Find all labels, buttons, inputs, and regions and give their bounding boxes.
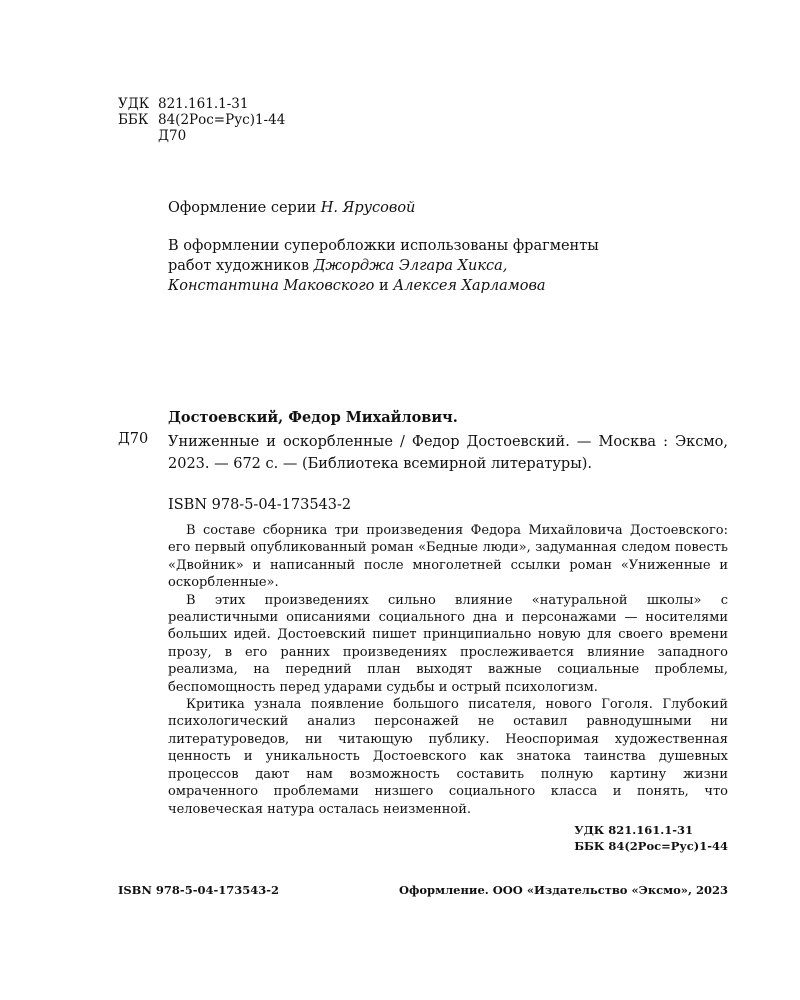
- cover-credits-line3: [168, 276, 728, 296]
- bbk-value: 84(2Рос=Рус)1-44: [158, 112, 286, 128]
- series-designer-name: Н. Ярусовой: [320, 200, 416, 216]
- record-author: Достоевский, Федор Михайлович.: [168, 409, 458, 426]
- record-author-mark: Д70: [118, 431, 149, 447]
- artist-hicks: Джорджа Элгара Хикса,: [313, 258, 508, 274]
- annotation-paragraph-1: В составе сборника три произведения Федора Михайловича Достоевского: его первый опубликованный роман «Бедные люди», задуманная следом повесть «Двойник» и написанный после многолетней ссылки роман «Униженные и оскорбленные».: [168, 523, 728, 591]
- annotation-paragraph-3: Критика узнала появление большого писателя, нового Гоголя. Глубокий психологический анализ персонажей не оставил равнодушными ни литературоведов, ни читающую публику. Неоспоримая художественная ценность и уникальность Достоевского как знатока таинства душевных процессов дают нам возможность составить полную картину жизни омраченного проблемами низшего социального класса и понять, что человеческая натура осталась неизменной.: [168, 697, 728, 817]
- bbk-label: ББК: [118, 112, 149, 128]
- series-design-text: Оформление серии: [168, 200, 317, 216]
- udk-label: УДК: [118, 96, 150, 112]
- bbk-row: [118, 112, 285, 128]
- record-description: Униженные и оскорбленные / Федор Достоевский. — Москва : Эксмо, 2023. — 672 с. — (Библиотека всемирной литературы).: [168, 434, 728, 472]
- cover-credits: [168, 236, 728, 296]
- artist-kharlamov: Алексея Харламова: [393, 278, 546, 294]
- cover-credits-prefix: работ художников: [168, 258, 310, 274]
- cover-credits-conj: и: [378, 278, 389, 294]
- record-isbn: ISBN 978-5-04-173543-2: [168, 497, 352, 513]
- annotation: [168, 522, 728, 818]
- copyright-notice: Оформление. ООО «Издательство «Эксмо», 2023: [398, 883, 728, 897]
- classification-codes: [118, 96, 285, 144]
- udk-row: [118, 96, 285, 112]
- annotation-paragraph-2: В этих произведениях сильно влияние «натуральной школы» с реалистичными описаниями социального дна и персонажами — носителями больших идей. Достоевский пишет принципиально новую для своего времени прозу, в его ранних произведениях прослеживается влияние западного реализма, на передний план выходят важные социальные проблемы, беспомощность перед ударами судьбы и острый психологизм.: [168, 592, 728, 695]
- cover-credits-line2: [168, 256, 728, 276]
- author-mark-top: Д70: [158, 128, 187, 144]
- bottom-isbn: ISBN 978-5-04-173543-2: [118, 883, 280, 897]
- cover-credits-line1: В оформлении суперобложки использованы фрагменты: [168, 238, 599, 254]
- udk-value: 821.161.1-31: [158, 96, 249, 112]
- bottom-udk: УДК 821.161.1-31: [574, 823, 694, 837]
- bottom-classification-codes: [574, 822, 728, 854]
- bottom-bbk: ББК 84(2Рос=Рус)1-44: [574, 839, 728, 853]
- series-design-credit: [168, 200, 415, 216]
- artist-makovsky: Константина Маковского: [168, 278, 375, 294]
